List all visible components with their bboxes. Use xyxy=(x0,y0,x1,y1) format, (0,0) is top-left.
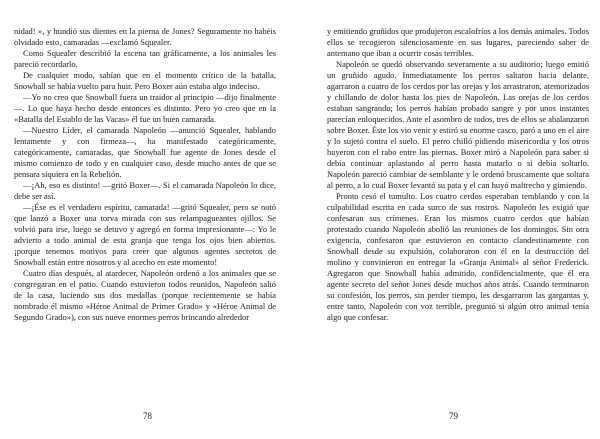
paragraph: —¡Ése es el verdadero espíritu, camarada! —gritó Squealer, pero se notó que lanzó a Boxer una torva mirada con sus relampagueantes ojillos. Se volvió para irse, luego se detuvo y agregó en forma impresionante—: Yo le advierto a todo animal de esta granja que tenga los ojos bien abiertos. ¡porque tenemos motivos para creer que algunos agentes secretos de Snowball están entre nosotros y al acecho en este momento! xyxy=(14,202,276,267)
paragraph: Cuatro días después, al atardecer, Napoleón ordenó a los animales que se congregaran en el patio. Cuando estuvieron todos reunidos, Napoleón salió de la casa, luciendo sus dos medallas (porque recientemente se había nombrado él mismo «Héroe Animal de Primer Grado» y «Héroe Animal de Segundo Grado»), con sus nueve enormes perros brincando alrededor xyxy=(14,268,276,322)
paragraph: Napoleón se quedó observando severamente a su auditorio; luego emitió un gruñido agudo. Inmediatamente los perros saltaron hacia delante, agarraron a cuatro de los cerdos por las orejas y los arrastraron, atemorizados y chillando de dolor hasta los pies de Napoleón. Las orejas de los cerdos estaban sangrando; los perros habían probado sangre y por unos instantes parecían enloquecidos. Ante el asombro de todos, tres de ellos se abalanzaron sobre Boxer. Éste los vio venir y estiró su enorme casco, paró a uno en el aire y lo sujetó contra el suelo. El perro chilló pidiendo misericordia y los otros huyeron con el rabo entre las piernas. Boxer miró a Napoleón para saber si debía continuar aplastando al perro hasta matarlo o si debía soltarlo. Napoleón pareció cambiar de semblante y le ordenó bruscamente que soltara al perro, a lo cual Boxer levantó su pata y el can huyó maltrecho y gimiendo. xyxy=(327,59,589,190)
paragraph: Pronto cesó el tumulto. Los cuatro cerdos esperaban temblando y con la culpabilidad escrita en cada surco de sus rostros. Napoleón les exigió que confesaran sus crímenes. Eran los mismos cuatro cerdos que habían protestado cuando Napoleón abolió las reuniones de los domingos. Sin otra exigencia, confesaron que estuvieron en contacto clandestinamente con Snowball desde su expulsión, colaboraron con él en la destrucción del molino y convinieron en entregar la «Granja Animal» al señor Frederick. Agregaron que Snowball había admitido, confidencialmente, que él era agente secreto del señor Jones desde muchos años atrás. Cuando terminaron su confesión, los perros, sin perder tiempo, les desgarraron las gargantas y, entre tanto, Napoleón con voz terrible, preguntó si algún otro animal tenía algo que confesar. xyxy=(327,191,589,322)
paragraph: —¡Ah, eso es distinto! —gritó Boxer—. Si el camarada Napoleón lo dice, debe ser así. xyxy=(14,180,276,201)
paragraph: De cualquier modo, sabían que en el momento crítico de la batalla, Snowball se había vuelto para huir. Pero Boxer aún estaba algo indeciso. xyxy=(14,70,276,91)
right-text-column xyxy=(327,26,589,323)
paragraph: y emitiendo gruñidos que produjeron escalofríos a los demás animales. Todos ellos se recogieron silenciosamente en sus lugares, pareciendo saber de antemano que iban a ocurrir cosas terribles. xyxy=(327,26,589,58)
paragraph: —Nuestro Líder, el camarada Napoleón —anunció Squealer, hablando lentamente y con firmeza—, ha manifestado categóricamente, categóricamente, camaradas, que Snowball fue agente de Jones desde el mismo comienzo de todo y en cualquier caso, desde mucho antes de que se pensara siquiera en la Rebelión. xyxy=(14,125,276,179)
left-page xyxy=(14,26,276,386)
page-number-left: 78 xyxy=(143,411,152,421)
paragraph: nidad! », y hundió sus dientes en la pierna de Jones? Seguramente no habéis olvidado esto, camaradas —exclamó Squealer. xyxy=(14,26,276,47)
left-text-column xyxy=(14,26,276,323)
right-page xyxy=(327,26,589,386)
paragraph: —Yo no creo que Snowball fuera un traidor al principio —dijo finalmente—. Lo que haya hecho desde entonces es distinto. Pero yo creo que en la «Batalla del Establo de las Vacas» él fue un buen camarada. xyxy=(14,92,276,124)
paragraph: Como Squealer describió la escena tan gráficamente, a los animales les pareció recordarlo. xyxy=(14,48,276,69)
page-number-right: 79 xyxy=(449,411,458,421)
